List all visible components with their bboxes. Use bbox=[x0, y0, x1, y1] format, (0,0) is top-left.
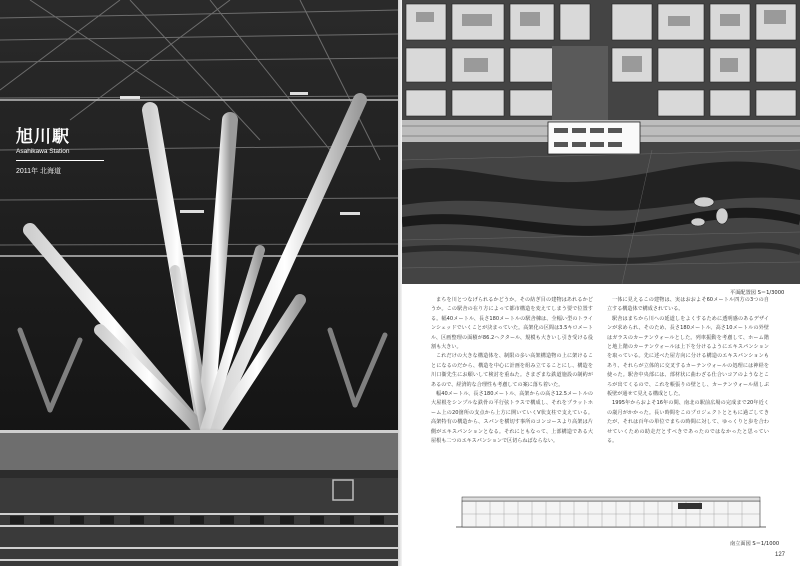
paragraph: 1995年からおよそ16年の間、南北の駅前広場の完成まで20年近くの歳月がかかった。長い時間をこのプロジェクトとともに過ごしてきたが、それは百年の単位でまちの時間に対して、ゆっくりと歩を合わせていくための助走だとすべきであったのではなかったと思っている。 bbox=[607, 400, 769, 445]
text-column-2 bbox=[607, 296, 769, 447]
page-number: 127 bbox=[775, 552, 786, 558]
station-interior-photo bbox=[0, 0, 398, 566]
south-elevation-drawing bbox=[456, 483, 766, 535]
elevation-caption: 南立面図 S＝1/1000 bbox=[730, 541, 780, 547]
text-column-1 bbox=[431, 296, 593, 447]
station-interior-illustration bbox=[0, 0, 398, 566]
year-location: 2011年 北海道 bbox=[16, 168, 61, 175]
site-plan-caption: 平面配置図 S＝1/3000 bbox=[730, 290, 785, 296]
site-plan-map bbox=[402, 0, 800, 284]
title-block bbox=[16, 122, 104, 176]
station-title: 旭川駅 bbox=[16, 127, 70, 147]
paragraph: まちを川とつなげられるかどうか。その紡ぎ目の建物はあれるかどうか。この駅舎の在り方によって都市構造を変えてしまう要で位置する。幅40メートル、長さ180メートルの駅舎棟は、全幅い型のトラインシェッドでいくことが決まっていた。高架化の区間は3.5キロメートル、区画整理の面積が86.2ヘクタール、規模も大きいし引き受ける役割も大きい。 bbox=[431, 297, 593, 351]
station-title-english: Asahikawa Station bbox=[16, 148, 70, 155]
title-divider bbox=[16, 160, 104, 161]
paragraph: 一体に見えるこの建物は、実はおおよそ60メートル四方の3つの自立する構造体で構成されている。 bbox=[607, 297, 769, 313]
paragraph: 幅40メートル、長さ180メートル、高架からの高さ12.5メートルの大屋根をシンプルな鉄骨の平行弦トラスで構成し、それをプラットホーム上の20箇所の支点から上方に開いていくV状支柱で支えている。高架特有の構造から、スパンを横切す事所のコンコースより高架は片側がエキスパンションとなる。それにともなって、上部構造である大屋根も二つのエキスパンションで区切らねばならない。 bbox=[431, 391, 593, 445]
paragraph: これだけの大きな構造体を、制限の多い高架構造物の上に架けることになるのだから、構造を中心に計画を組み立てることにし、構造を川口衞先生にお願いして検討を重ねた。さまざまな鉄道施設の制約があるので、経済的な合理性も考慮しての案に落ち着いた。 bbox=[431, 353, 593, 388]
paragraph: 駅舎はまちから川への延道しをよくするために透明感のあるデザインが求められ、そのため、長さ180メートル、高さ10メートルの外壁はガラスのカーテンウォールとした。列車振動を考慮して、ホーム階と地上階のカーテンウォールは上下を分けるようにエキスパンションを取っている。先に述べた屋方向に分ける構造のエキスパンションもあり、それらが立体的に交叉するカーテンウォールの処理には神経を使った。駅舎中央部には、部材状に曲わざる仕合いコアのようなところが出てくるので、これを帳張りの壁とし、カーテンウォール紐しぶ板壁が通せて見える構成とした。 bbox=[607, 315, 769, 398]
site-plan-illustration bbox=[402, 0, 800, 284]
